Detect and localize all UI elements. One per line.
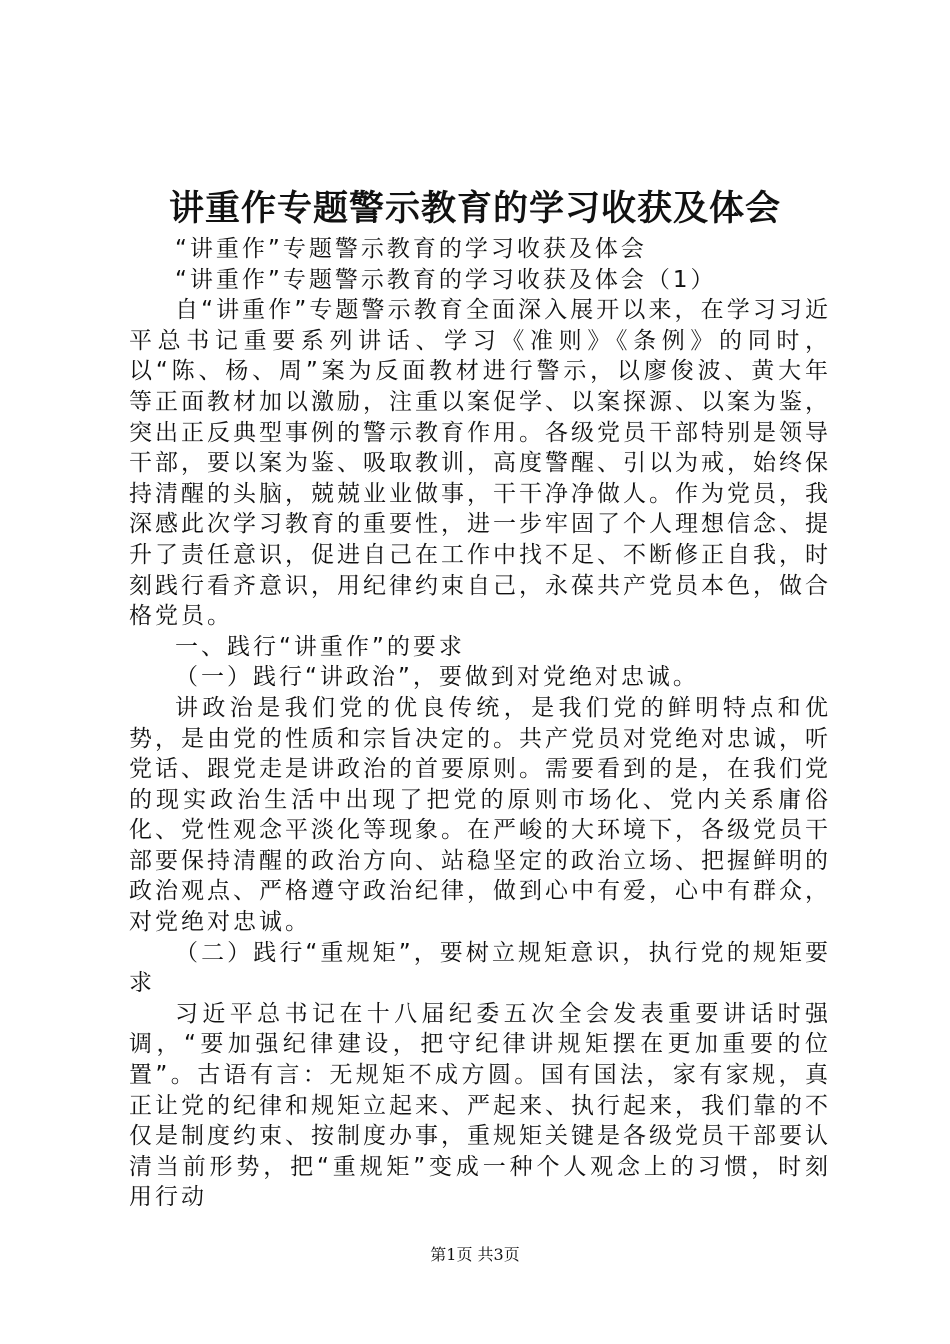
section-heading: 一、践行“讲重作”的要求	[175, 633, 465, 660]
subtitle-line: “讲重作”专题警示教育的学习收获及体会	[175, 236, 647, 262]
document-body	[129, 234, 831, 1213]
subsection-heading-2: （二）践行“重规矩”，要树立规矩意识，执行党的规矩要求	[129, 939, 831, 997]
subtitle-line-1: “讲重作”专题警示教育的学习收获及体会（1）	[175, 266, 717, 293]
page-footer: 第1页 共3页	[430, 1245, 520, 1264]
intro-paragraph: 自“讲重作”专题警示教育全面深入展开以来，在学习习近平总书记重要系列讲话、学习《准则》《条例》的同时，以“陈、杨、周”案为反面教材进行警示，以廖俊波、黄大年等正面教材加以激励，注重以案促学、以案探源、以案为鉴，突出正反典型事例的警示教育作用。各级党员干部特别是领导干部，要以案为鉴、吸取教训，高度警醒、引以为戒，始终保持清醒的头脑，兢兢业业做事，干干净净做人。作为党员，我深感此次学习教育的重要性，进一步牢固了个人理想信念、提升了责任意识，促进自己在工作中找不足、不断修正自我，时刻践行看齐意识，用纪律约束自己，永葆共产党员本色，做合格党员。	[129, 297, 831, 630]
body-paragraph-politics: 讲政治是我们党的优良传统，是我们党的鲜明特点和优势，是由党的性质和宗旨决定的。共产党员对党绝对忠诚，听党话、跟党走是讲政治的首要原则。需要看到的是，在我们党的现实政治生活中出现了把党的原则市场化、党内关系庸俗化、党性观念平淡化等现象。在严峻的大环境下，各级党员干部要保持清醒的政治方向、站稳坚定的政治立场、把握鲜明的政治观点、严格遵守政治纪律，做到心中有爱，心中有群众，对党绝对忠诚。	[129, 694, 831, 936]
body-paragraph-rules: 习近平总书记在十八届纪委五次全会发表重要讲话时强调，“要加强纪律建设，把守纪律讲规矩摆在更加重要的位置”。古语有言：无规矩不成方圆。国有国法，家有家规，真正让党的纪律和规矩立起来、严起来、执行起来，我们靠的不仅是制度约束、按制度办事，重规矩关键是各级党员干部要认清当前形势，把“重规矩”变成一种个人观念上的习惯，时刻用行动	[129, 1000, 831, 1211]
subsection-heading-1: （一）践行“讲政治”，要做到对党绝对忠诚。	[175, 664, 699, 691]
document-title: 讲重作专题警示教育的学习收获及体会	[168, 188, 781, 229]
